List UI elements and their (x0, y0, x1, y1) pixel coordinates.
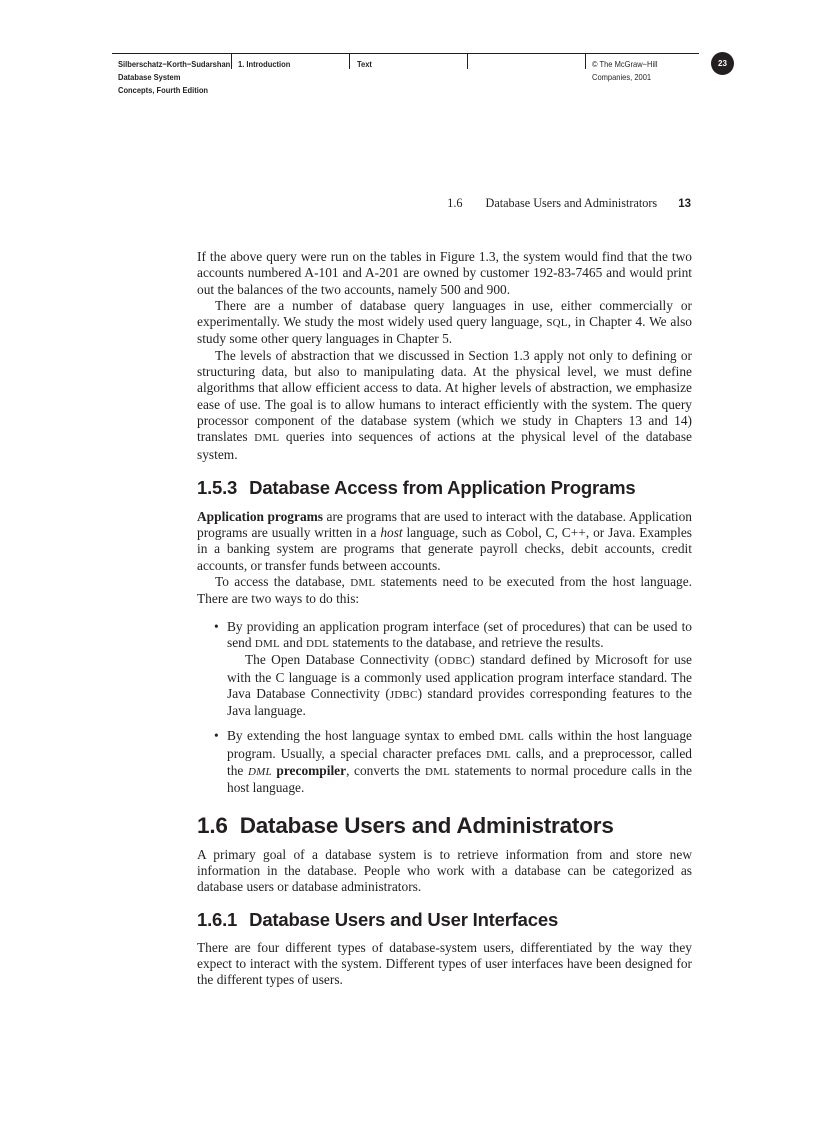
paragraph: A primary goal of a database system is to retrieve information from and store new information in the database. People who work with a database can be categorized as database users or database administrators. (197, 846, 692, 895)
section-heading-1-5-3: 1.5.3 Database Access from Application Programs (197, 476, 636, 498)
running-head-title: Database Users and Administrators (485, 196, 658, 210)
list-item: • By extending the host language syntax to embed DML calls within the host language program. Usually, a special character prefaces DML calls, and a preprocessor, called the DML precompiler, converts the DML statements to normal procedure calls in the host language. (227, 728, 692, 796)
running-head-section-number: 1.6 (447, 196, 463, 210)
pdf-page-badge: 23 (711, 52, 734, 75)
header-authors: Silberschatz−Korth−Sudarshan: Database System Concepts, Fourth Edition (118, 59, 233, 95)
list-item: • By providing an application program interface (set of procedures) that can be used to send DML and DDL statements to the database, and retrieve the results. The Open Database Connectivity (ODBC) standard defined by Microsoft for use with the C language is a commonly used application program interface standard. The Java Database Connectivity (JDBC) standard provides corresponding features to the Java language. (227, 619, 692, 720)
header-divider (585, 53, 586, 69)
section-heading-1-6-1: 1.6.1 Database Users and User Interfaces (197, 908, 559, 930)
paragraph: Application programs are programs that are used to interact with the database. Application programs are usually written in a host language, such as Cobol, C, C++, or Java. Examples in a banking system are programs that generate payroll checks, debit accounts, credit accounts, or transfer funds between accounts. (197, 508, 692, 573)
bullet-list (197, 619, 692, 797)
header-rule (112, 53, 699, 54)
header-type: Text (357, 59, 372, 69)
page-number: 13 (678, 198, 691, 210)
header-divider (349, 53, 350, 69)
page-body (197, 249, 692, 988)
header-divider (467, 53, 468, 69)
section-heading-1-6: 1.6 Database Users and Administrators (197, 812, 614, 838)
paragraph: If the above query were run on the tables in Figure 1.3, the system would find that the two accounts numbered A-101 and A-201 are owned by customer 192-83-7465 and would print out the balances of the two accounts, namely 500 and 900. (197, 249, 692, 297)
header-chapter: 1. Introduction (238, 59, 291, 69)
paragraph: There are a number of database query languages in use, either commercially or experimentally. We study the most widely used query language, SQL, in Chapter 4. We also study some other query languages in Chapter 5. (197, 297, 692, 347)
paragraph: The levels of abstraction that we discussed in Section 1.3 apply not only to defining or structuring data, but also to manipulating data. At the physical level, we must define algorithms that allow efficient access to data. At higher levels of abstraction, we emphasize ease of use. The goal is to allow humans to interact efficiently with the system. The query processor component of the database system (which we study in Chapters 13 and 14) translates DML queries into sequences of actions at the physical level of the database system. (197, 347, 692, 462)
paragraph: To access the database, DML statements need to be executed from the host language. There are two ways to do this: (197, 574, 692, 607)
paragraph: There are four different types of database-system users, differentiated by the way they expect to interact with the system. Different types of user interfaces have been designed for the different types of users. (197, 939, 692, 988)
header-copyright: © The McGraw−Hill Companies, 2001 (592, 59, 658, 82)
running-head (447, 196, 691, 211)
